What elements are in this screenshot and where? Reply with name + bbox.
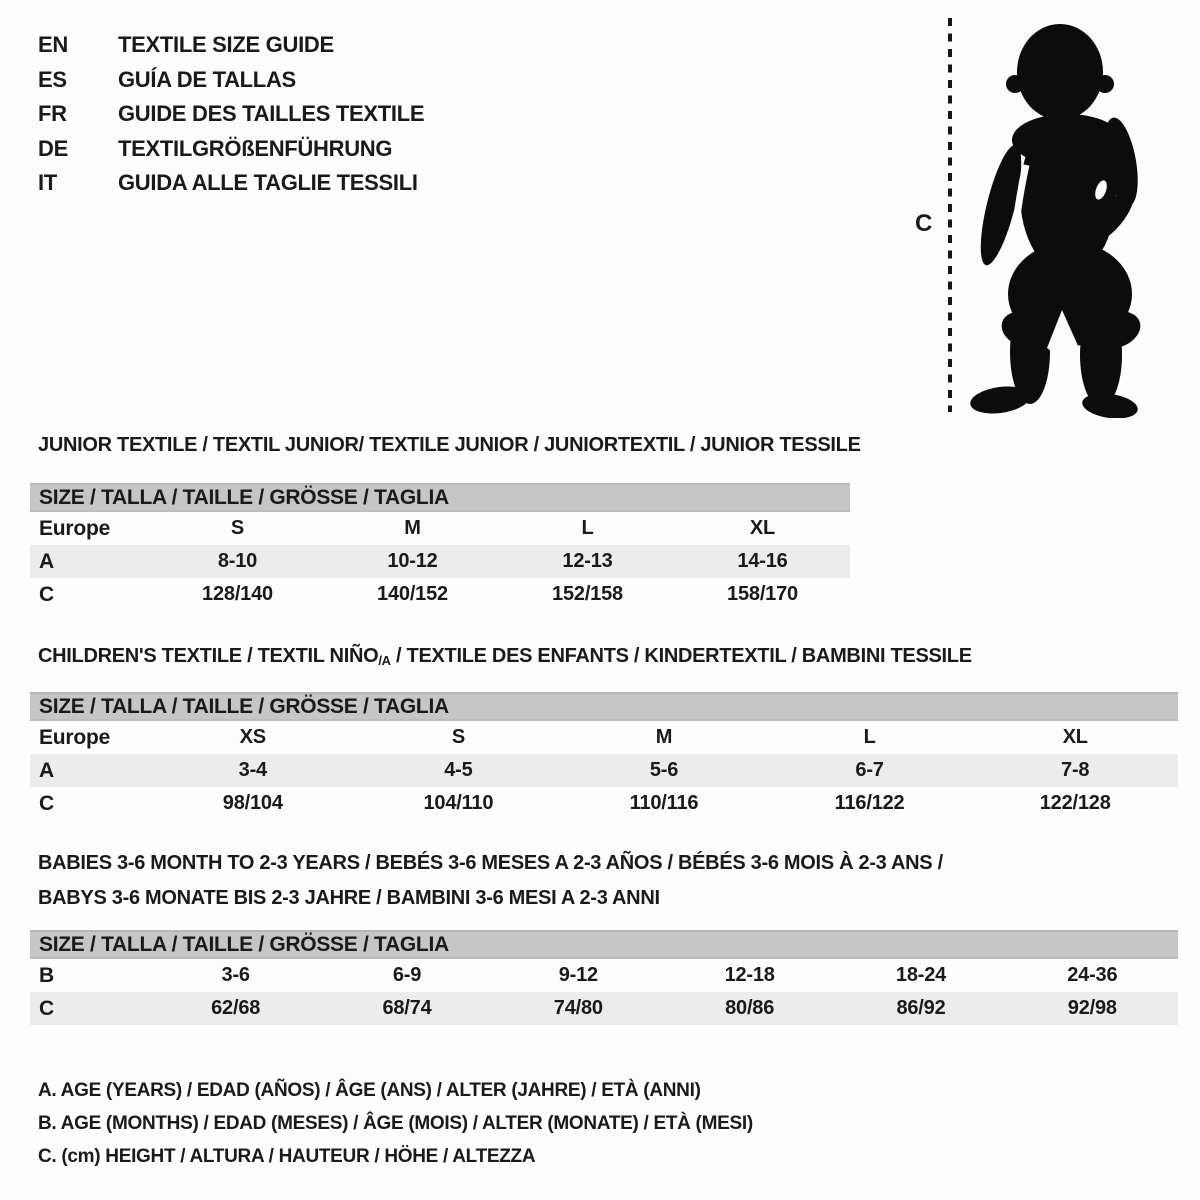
- age-cell: 5-6: [649, 759, 679, 781]
- language-code: IT: [38, 170, 57, 195]
- language-code: ES: [38, 66, 67, 92]
- height-cell: 62/68: [211, 997, 261, 1019]
- height-measure-label: C: [915, 210, 933, 237]
- language-code: DE: [38, 135, 68, 161]
- age-cell: 9-12: [558, 964, 598, 986]
- language-list: [38, 28, 424, 201]
- size-cell: XS: [239, 726, 266, 748]
- children-size-table: [30, 692, 1178, 820]
- size-cell: M: [655, 726, 673, 748]
- babies-title-line2: BABYS 3-6 MONATE BIS 2-3 JAHRE / BAMBINI 3-6 MESI A 2-3 ANNI: [38, 886, 660, 909]
- age-cell: 18-24: [895, 964, 947, 986]
- language-row: [38, 132, 424, 167]
- age-cell: 6-9: [392, 964, 422, 986]
- language-code: EN: [38, 32, 68, 57]
- size-cell: XL: [1062, 726, 1088, 748]
- row-label: Europe: [39, 516, 111, 540]
- age-cell: 3-4: [238, 759, 267, 781]
- toddler-silhouette: [905, 10, 1155, 418]
- table-row: [30, 787, 1178, 820]
- language-row: [38, 28, 424, 63]
- table-row: [30, 545, 850, 578]
- table-row: [30, 959, 1178, 992]
- table-row: [30, 754, 1178, 787]
- height-cell: 92/98: [1067, 997, 1117, 1019]
- size-cell: XL: [749, 517, 776, 539]
- junior-size-table: [30, 483, 850, 611]
- table-row: [30, 992, 1178, 1025]
- row-label: A: [39, 758, 54, 782]
- age-cell: 3-6: [221, 964, 250, 986]
- guide-title: GUÍA DE TALLAS: [118, 66, 296, 92]
- row-label: B: [39, 963, 54, 987]
- row-label: C: [39, 791, 54, 815]
- age-cell: 12-18: [724, 964, 775, 986]
- age-cell: 12-13: [562, 550, 613, 572]
- guide-title: GUIDA ALLE TAGLIE TESSILI: [118, 170, 418, 195]
- language-code: FR: [38, 101, 67, 126]
- table-row: [30, 721, 1178, 754]
- age-cell: 10-12: [387, 550, 438, 572]
- age-cell: 24-36: [1067, 964, 1118, 986]
- junior-section-title: JUNIOR TEXTILE / TEXTIL JUNIOR/ TEXTILE JUNIOR / JUNIORTEXTIL / JUNIOR TESSILE: [38, 434, 861, 456]
- silhouette-shapes: [968, 24, 1145, 418]
- size-cell: M: [404, 517, 421, 539]
- age-cell: 14-16: [737, 550, 788, 572]
- row-label: Europe: [39, 725, 111, 749]
- table-row: [30, 578, 850, 611]
- height-cell: 104/110: [423, 792, 494, 814]
- language-row: [38, 63, 424, 98]
- size-cell: L: [581, 517, 594, 539]
- age-cell: 4-5: [444, 759, 473, 781]
- size-header-bar: SIZE / TALLA / TAILLE / GRÖSSE / TAGLIA: [30, 930, 1178, 959]
- table-row: [30, 512, 850, 545]
- height-cell: 152/158: [552, 583, 623, 605]
- babies-title-line1: BABIES 3-6 MONTH TO 2-3 YEARS / BEBÉS 3-6 MESES A 2-3 AÑOS / BÉBÉS 3-6 MOIS À 2-3 ANS /: [38, 852, 943, 874]
- babies-size-table: [30, 930, 1178, 1025]
- height-cell: 98/104: [222, 792, 283, 814]
- height-cell: 140/152: [377, 583, 448, 605]
- children-title-text: CHILDREN'S TEXTILE / TEXTIL NIÑO: [38, 645, 379, 667]
- row-label: A: [39, 549, 54, 573]
- guide-title: GUIDE DES TAILLES TEXTILE: [118, 101, 425, 126]
- measurement-legend: [38, 1074, 753, 1173]
- row-label: C: [39, 582, 54, 606]
- legend-line-b: B. AGE (MONTHS) / EDAD (MESES) / ÂGE (MOIS) / ALTER (MONATE) / ETÀ (MESI): [38, 1113, 753, 1134]
- height-cell: 122/128: [1039, 792, 1111, 814]
- children-title-text: / TEXTILE DES ENFANTS / KINDERTEXTIL / BAMBINI TESSILE: [390, 645, 972, 667]
- size-header-bar: SIZE / TALLA / TAILLE / GRÖSSE / TAGLIA: [30, 692, 1178, 721]
- row-label: C: [39, 996, 54, 1020]
- age-cell: 6-7: [855, 759, 884, 781]
- size-cell: S: [451, 726, 465, 748]
- age-cell: 8-10: [217, 550, 258, 572]
- language-row: [38, 97, 424, 132]
- height-cell: 158/170: [727, 583, 798, 605]
- height-cell: 86/92: [896, 997, 946, 1019]
- height-cell: 80/86: [725, 997, 775, 1019]
- legend-line-a: A. AGE (YEARS) / EDAD (AÑOS) / ÂGE (ANS) / ALTER (JAHRE) / ETÀ (ANNI): [38, 1080, 701, 1101]
- height-cell: 116/122: [834, 792, 905, 814]
- height-cell: 68/74: [382, 997, 432, 1019]
- children-title-sub: /A: [378, 653, 391, 668]
- height-cell: 110/116: [629, 792, 699, 814]
- size-cell: S: [230, 517, 245, 539]
- height-cell: 128/140: [202, 583, 273, 605]
- language-row: [38, 166, 424, 201]
- legend-line-c: C. (cm) HEIGHT / ALTURA / HAUTEUR / HÖHE / ALTEZZA: [38, 1146, 536, 1167]
- babies-section-title: [38, 846, 943, 915]
- guide-title: TEXTILE SIZE GUIDE: [118, 32, 334, 57]
- guide-title: TEXTILGRÖßENFÜHRUNG: [118, 135, 393, 161]
- size-header-bar: SIZE / TALLA / TAILLE / GRÖSSE / TAGLIA: [30, 483, 850, 512]
- size-cell: L: [863, 726, 876, 748]
- age-cell: 7-8: [1061, 759, 1090, 781]
- height-cell: 74/80: [553, 997, 603, 1019]
- children-section-title: [38, 645, 972, 668]
